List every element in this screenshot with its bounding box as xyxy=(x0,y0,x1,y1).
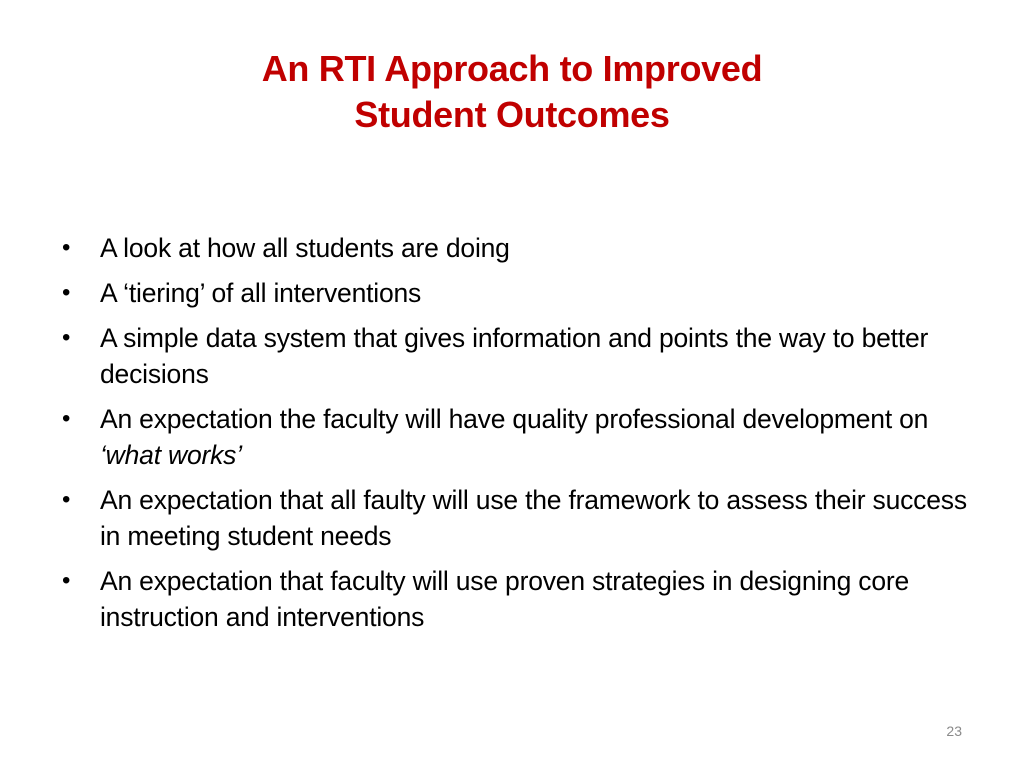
bullet-icon: • xyxy=(62,279,71,306)
bullet-item xyxy=(52,401,972,473)
bullet-text-plain: An expectation the faculty will have quality professional development on xyxy=(100,404,929,434)
bullet-item xyxy=(52,482,972,554)
bullet-item xyxy=(52,275,972,311)
bullet-list xyxy=(52,230,972,644)
bullet-icon: • xyxy=(62,567,71,594)
slide-title xyxy=(60,46,964,138)
bullet-text: A ‘tiering’ of all interventions xyxy=(100,278,422,308)
slide-title-line-2: Student Outcomes xyxy=(354,94,670,135)
bullet-text: An expectation that all faulty will use the framework to assess their success in meeting student needs xyxy=(100,485,967,551)
bullet-item xyxy=(52,320,972,392)
slide-title-line-1: An RTI Approach to Improved xyxy=(261,48,763,89)
page-number: 23 xyxy=(946,723,962,739)
bullet-item xyxy=(52,230,972,266)
bullet-icon: • xyxy=(62,486,71,513)
bullet-text: A simple data system that gives information and points the way to better decisions xyxy=(100,323,929,389)
bullet-icon: • xyxy=(62,405,71,432)
bullet-icon: • xyxy=(62,234,71,261)
bullet-text: An expectation that faculty will use proven strategies in designing core instruction and interventions xyxy=(100,566,910,632)
bullet-text-emphasis: ‘what works’ xyxy=(100,440,242,470)
bullet-item xyxy=(52,563,972,635)
bullet-icon: • xyxy=(62,324,71,351)
bullet-text: A look at how all students are doing xyxy=(100,233,510,263)
bullet-text xyxy=(100,404,928,470)
